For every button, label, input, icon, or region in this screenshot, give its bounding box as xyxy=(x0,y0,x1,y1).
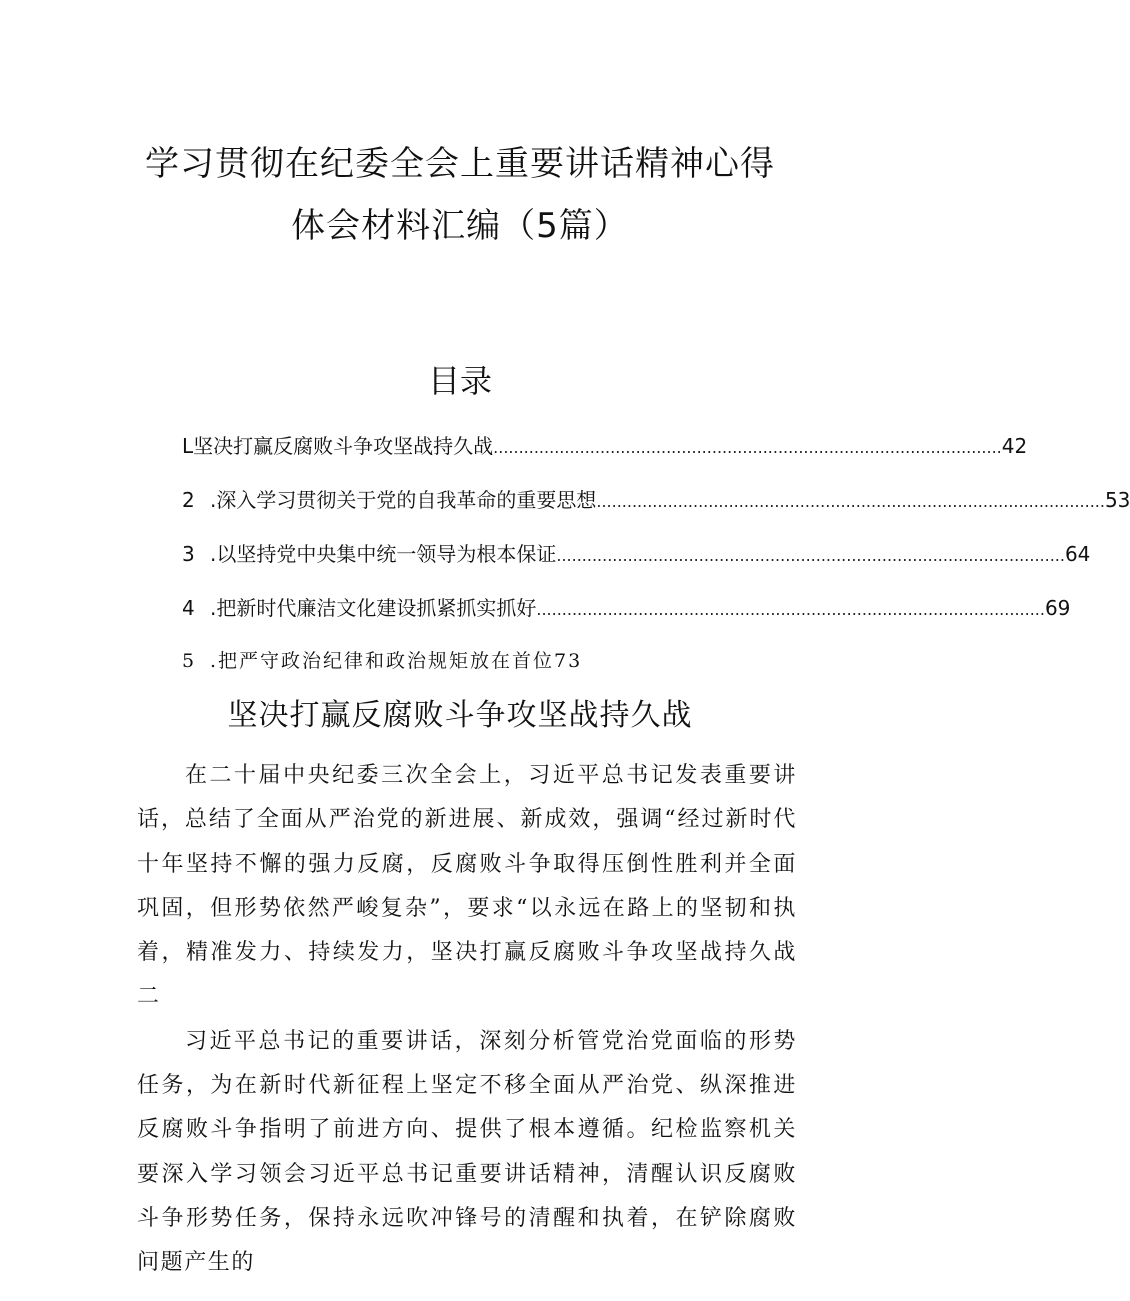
section-title: 坚决打赢反腐败斗争攻坚战持久战 xyxy=(227,698,693,733)
toc-item-number: 2 xyxy=(182,488,195,512)
toc-item-page: 64 xyxy=(1064,542,1091,566)
body-paragraph-2: 习近平总书记的重要讲话，深刻分析管党治党面临的形势任务，为在新时代新征程上坚定不移全面从严治党、纵深推进反腐败斗争指明了前进方向、提供了根本遵循。纪检监察机关要深入学习领会习近平总书记重要讲话精神，清醒认识反腐败斗争形势任务，保持永远吹冲锋号的清醒和执着，在铲除腐败问题产生的 xyxy=(137,1028,797,1276)
toc-item-text: .以坚持党中央集中统一领导为根本保证 xyxy=(210,542,557,566)
toc-item-text: .把严守政治纪律和政治规矩放在首位 xyxy=(210,650,555,672)
toc-leader-dots: .................................................................................................... xyxy=(596,492,1105,511)
section-body xyxy=(137,754,797,1286)
document-title-line-1: 学习贯彻在纪委全会上重要讲话精神心得 xyxy=(145,144,775,184)
body-paragraph-1: 在二十届中央纪委三次全会上，习近平总书记发表重要讲话，总结了全面从严治党的新进展、新成效，强调“经过新时代十年坚持不懈的强力反腐，反腐败斗争取得压倒性胜利并全面巩固，但形势依然严峻复杂”，要求“以永远在路上的坚韧和执着，精准发力、持续发力，坚决打赢反腐败斗争攻坚战持久战二 xyxy=(137,763,797,1010)
toc-item-number: 5 xyxy=(182,650,197,672)
toc-item-2[interactable] xyxy=(182,484,1130,538)
toc-heading: 目录 xyxy=(427,362,492,400)
toc-item-number: 3 xyxy=(182,542,195,566)
toc-item-1[interactable] xyxy=(182,430,1028,484)
toc-item-page: 42 xyxy=(1001,434,1028,458)
toc-leader-dots: .................................................................................................... xyxy=(493,438,1002,457)
toc-item-number: 4 xyxy=(182,596,195,620)
toc-item-page: 53 xyxy=(1104,488,1130,512)
toc-item-text: .深入学习贯彻关于党的自我革命的重要思想 xyxy=(210,488,597,512)
toc-item-page: 69 xyxy=(1044,596,1071,620)
toc-item-page: 73 xyxy=(554,650,583,672)
toc-leader-dots: .................................................................................................... xyxy=(556,546,1065,565)
toc-leader-dots: .................................................................................................... xyxy=(536,600,1045,619)
document-title-line-2: 体会材料汇编（5篇） xyxy=(291,206,629,246)
toc-item-3[interactable] xyxy=(182,538,1091,592)
toc-item-number: L xyxy=(182,434,194,458)
toc-item-text: .把新时代廉洁文化建设抓紧抓实抓好 xyxy=(210,596,537,620)
toc-item-text: 坚决打赢反腐败斗争攻坚战持久战 xyxy=(193,434,494,458)
table-of-contents xyxy=(182,430,1130,700)
toc-item-4[interactable] xyxy=(182,592,1071,646)
